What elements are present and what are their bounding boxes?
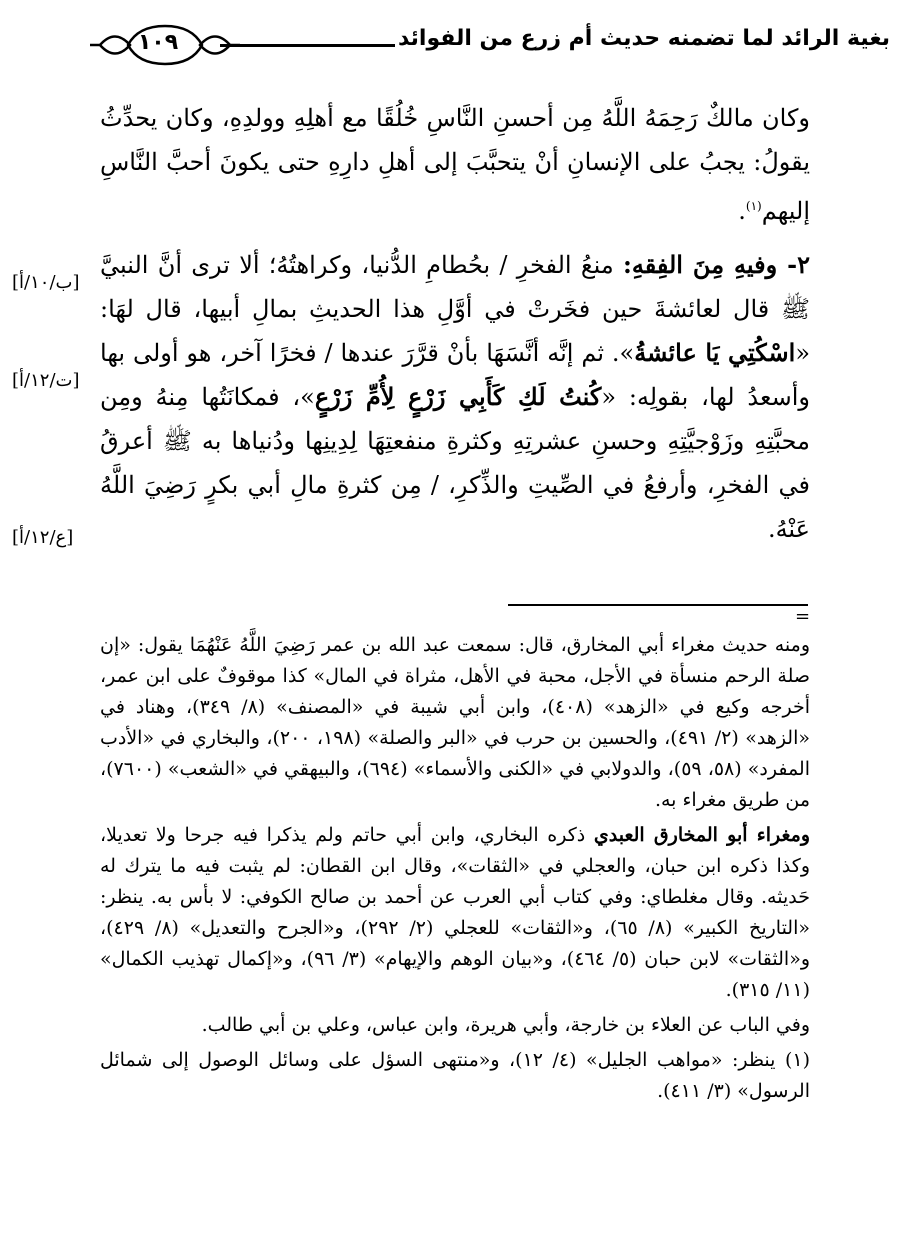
footnote-1: (١) ينظر: «مواهب الجليل» (٤/ ١٢)، و«منتهى السؤل على وسائل الوصول إلى شمائل الرسول» (٣/ ٤١١). — [100, 1049, 811, 1102]
hadith-quote-1: اسْكُتِي يَا عائشةُ — [634, 338, 796, 367]
paragraph-1 — [100, 96, 810, 233]
paragraph-1-end: . — [738, 197, 746, 225]
footnote-separator — [508, 604, 808, 606]
manuscript-ref-3: [ع/١٢/أ] — [12, 527, 74, 548]
manuscript-ref-1: [ب/١٠/أ] — [12, 272, 80, 293]
footnote-continuation-mark: = — [795, 606, 811, 627]
running-title: بغية الرائد لما تضمنه حديث أم زرع من الفوائد — [397, 26, 890, 51]
paragraph-2-text-b: ». ثم إنَّه أنَّسَهَا بأنْ قرَّرَ عندها / فخرًا آخر، هو أولى بها وأسعدُ لها، بقولِه: « — [100, 339, 810, 411]
hadith-quote-2: كُنتُ لَكِ كَأَبِي زَرْعٍ لِأُمِّ زَرْعٍ — [314, 382, 602, 411]
page-header — [20, 20, 890, 70]
main-text — [100, 96, 810, 561]
header-rule — [220, 44, 395, 47]
paragraph-2-text-a: منعُ الفخرِ / بحُطامِ الدُّنيا، وكراهتُهُ؛ ألا ترى أنَّ النبيَّ ﷺ قال لعائشةَ حين فخَرتْ في أوَّلِ هذا الحديثِ بمالِ أبيها، قال لهَا: « — [100, 251, 811, 367]
footnote-continued-c: وفي الباب عن العلاء بن خارجة، وأبي هريرة، وابن عباس، وعلي بن أبي طالب. — [201, 1014, 810, 1036]
footnote-continued-b — [100, 820, 810, 1006]
manuscript-ref-2: [ت/١٢/أ] — [12, 370, 80, 391]
footnote-continued-b-text: ذكره البخاري، وابن أبي حاتم ولم يذكرا فيه جرحا ولا تعديلا، وكذا ذكره ابن حبان، والعجلي في «الثقات»، وقال ابن القطان: لم يثبت فيه ما يترك له حَديثه. وقال مغلطاي: وفي كتاب أبي العرب عن أحمد بن صالح الكوفي: لا بأس به. ينظر: «التاريخ الكبير» (٨/ ٦٥)، و«الثقات» للعجلي (٢/ ٢٩٢)، و«الجرح والتعديل» (٨/ ٤٢٩)، و«الثقات» لابن حبان (٥/ ٤٦٤)، و«بيان الوهم والإيهام» (٣/ ٩٦)، و«إكمال تهذيب الكمال» (١١/ ٣١٥). — [100, 824, 811, 1001]
paragraph-1-text: وكان مالكٌ رَحِمَهُ اللَّهُ مِن أحسنِ النَّاسِ خُلُقًا مع أهلِهِ وولدِهِ، وكان يحدِّثُ يقولُ: يجبُ على الإنسانِ أنْ يتحبَّبَ إلى أهلِ دارِهِ حتى يكونَ أحبَّ النَّاسِ إليهم — [100, 104, 810, 225]
paragraph-2-text-c: »، فمكانَتُها مِنهُ ومِن محبَّتِهِ وزَوْجيَّتِهِ وحسنِ عشرتِهِ وكثرةِ منفعتِهَا لِدِينِها ودُنياها به ﷺ أعرقُ في الفخرِ، وأرفعُ في الصِّيتِ والذِّكرِ، / مِن كثرةِ مالِ أبي بكرٍ رَضِيَ اللَّهُ عَنْهُ. — [100, 383, 810, 543]
narrator-name: ومغراء أبو المخارق العبدي — [593, 824, 810, 846]
footnotes — [100, 630, 810, 1111]
paragraph-2-heading: ٢- وفيهِ مِنَ الفِقهِ: — [622, 250, 811, 279]
paragraph-2 — [100, 243, 810, 551]
page-number: ١٠٩ — [137, 30, 179, 55]
footnote-continued-a: ومنه حديث مغراء أبي المخارق، قال: سمعت عبد الله بن عمر رَضِيَ اللَّهُ عَنْهُمَا يقول: «إن صلة الرحم منسأة في الأجل، محبة في الأهل، مثراة في المال» كذا موقوفٌ على ابن عمر، أخرجه وكيع في «الزهد» (٤٠٨)، وابن أبي شيبة في «المصنف» (٨/ ٣٤٩)، وهناد في «الزهد» (٢/ ٤٩١)، والحسين بن حرب في «البر والصلة» (١٩٨، ٢٠٠)، والبخاري في «الأدب المفرد» (٥٨، ٥٩)، والدولابي في «الكنى والأسماء» (٦٩٤)، والبيهقي في «الشعب» (٧٦٠٠)، من طريق مغراء به. — [100, 634, 810, 811]
footnote-ref-1: (١) — [745, 199, 762, 213]
